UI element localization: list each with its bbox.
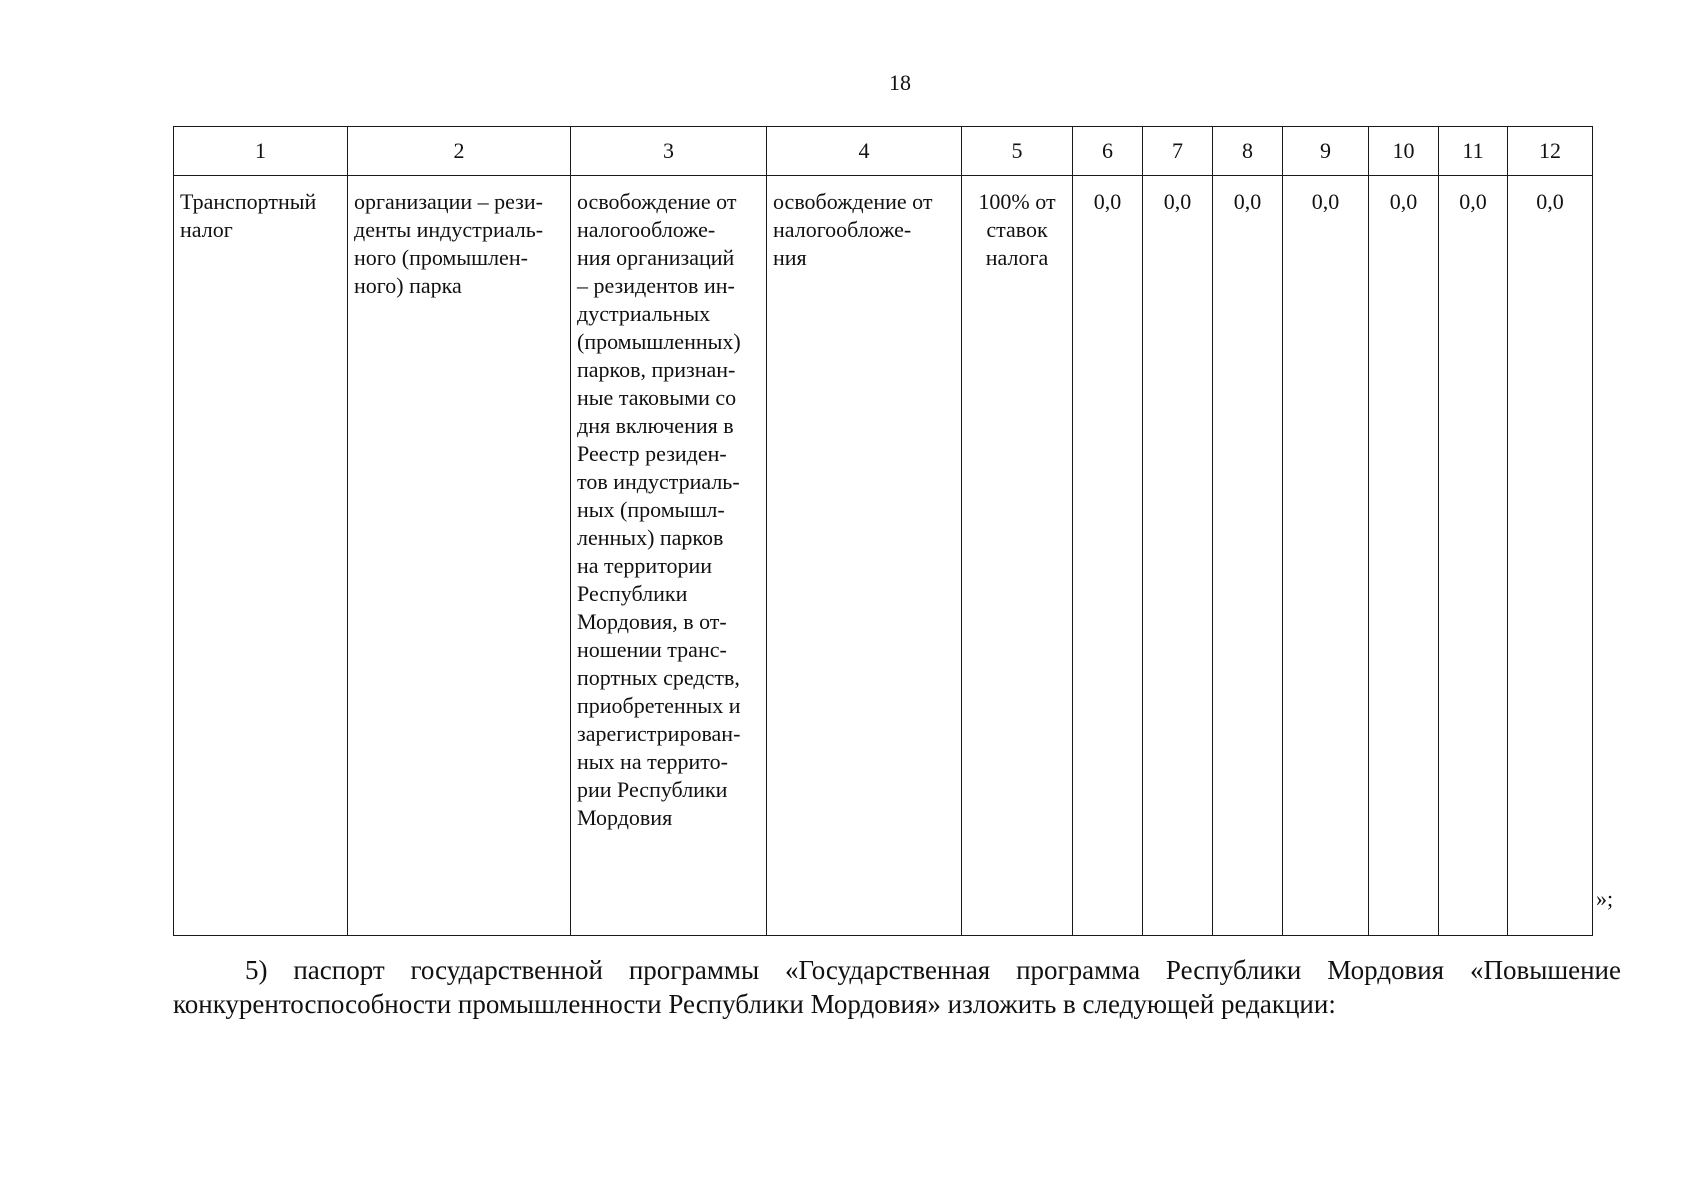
value-cell: 0,0 xyxy=(1369,176,1439,936)
table-header-row xyxy=(174,127,1593,176)
paragraph-line-1: 5) паспорт государственной программы «Государственная программа Республики Мордовия «Повышение xyxy=(245,955,1621,985)
value-cell: 0,0 xyxy=(1213,176,1283,936)
value-cell: 0,0 xyxy=(1283,176,1369,936)
column-header: 7 xyxy=(1143,127,1213,176)
column-header: 2 xyxy=(348,127,571,176)
column-header: 5 xyxy=(962,127,1073,176)
table-row xyxy=(174,176,1593,936)
page-number: 18 xyxy=(889,70,911,95)
column-header: 9 xyxy=(1283,127,1369,176)
paragraph-line-2: конкурентоспособности промышленности Республики Мордовия» изложить в следующей редакции: xyxy=(173,989,1336,1019)
benefit-type-cell xyxy=(767,176,962,936)
taxpayer-category-cell xyxy=(348,176,571,936)
tax-name: Транспортный налог xyxy=(180,189,317,242)
amendment-paragraph xyxy=(173,953,1621,1021)
benefit-rate: 100% от ставок налога xyxy=(978,189,1056,270)
column-header: 12 xyxy=(1508,127,1593,176)
taxpayer-category: организации – рези- денты индустриаль- ного (промышлен- ного) парка xyxy=(354,189,544,298)
tax-name-cell xyxy=(174,176,348,936)
value-cell: 0,0 xyxy=(1073,176,1143,936)
column-header: 6 xyxy=(1073,127,1143,176)
column-header: 11 xyxy=(1439,127,1508,176)
value-cell: 0,0 xyxy=(1439,176,1508,936)
column-header: 10 xyxy=(1369,127,1439,176)
benefit-description: освобождение от налогообложе- ния организаций – резидентов ин- дустриальных (промышленных) парков, признан- ные таковыми со дня включения в Реестр резиден- тов индустриаль- ных (промышл- ленных) парков на территории Республики Мордовия, в от- ношении транс- портных средств, приобретенных и зарегистрирован- ных на террито- рии Республики Мордовия xyxy=(577,189,741,830)
value-cell: 0,0 xyxy=(1508,176,1593,936)
column-header: 1 xyxy=(174,127,348,176)
benefit-description-cell xyxy=(571,176,767,936)
column-header: 4 xyxy=(767,127,962,176)
benefit-rate-cell xyxy=(962,176,1073,936)
column-header: 8 xyxy=(1213,127,1283,176)
tax-benefits-table xyxy=(173,126,1593,936)
column-header: 3 xyxy=(571,127,767,176)
closing-quote: »; xyxy=(1596,886,1614,911)
benefit-type: освобождение от налогообложе- ния xyxy=(773,189,933,270)
value-cell: 0,0 xyxy=(1143,176,1213,936)
